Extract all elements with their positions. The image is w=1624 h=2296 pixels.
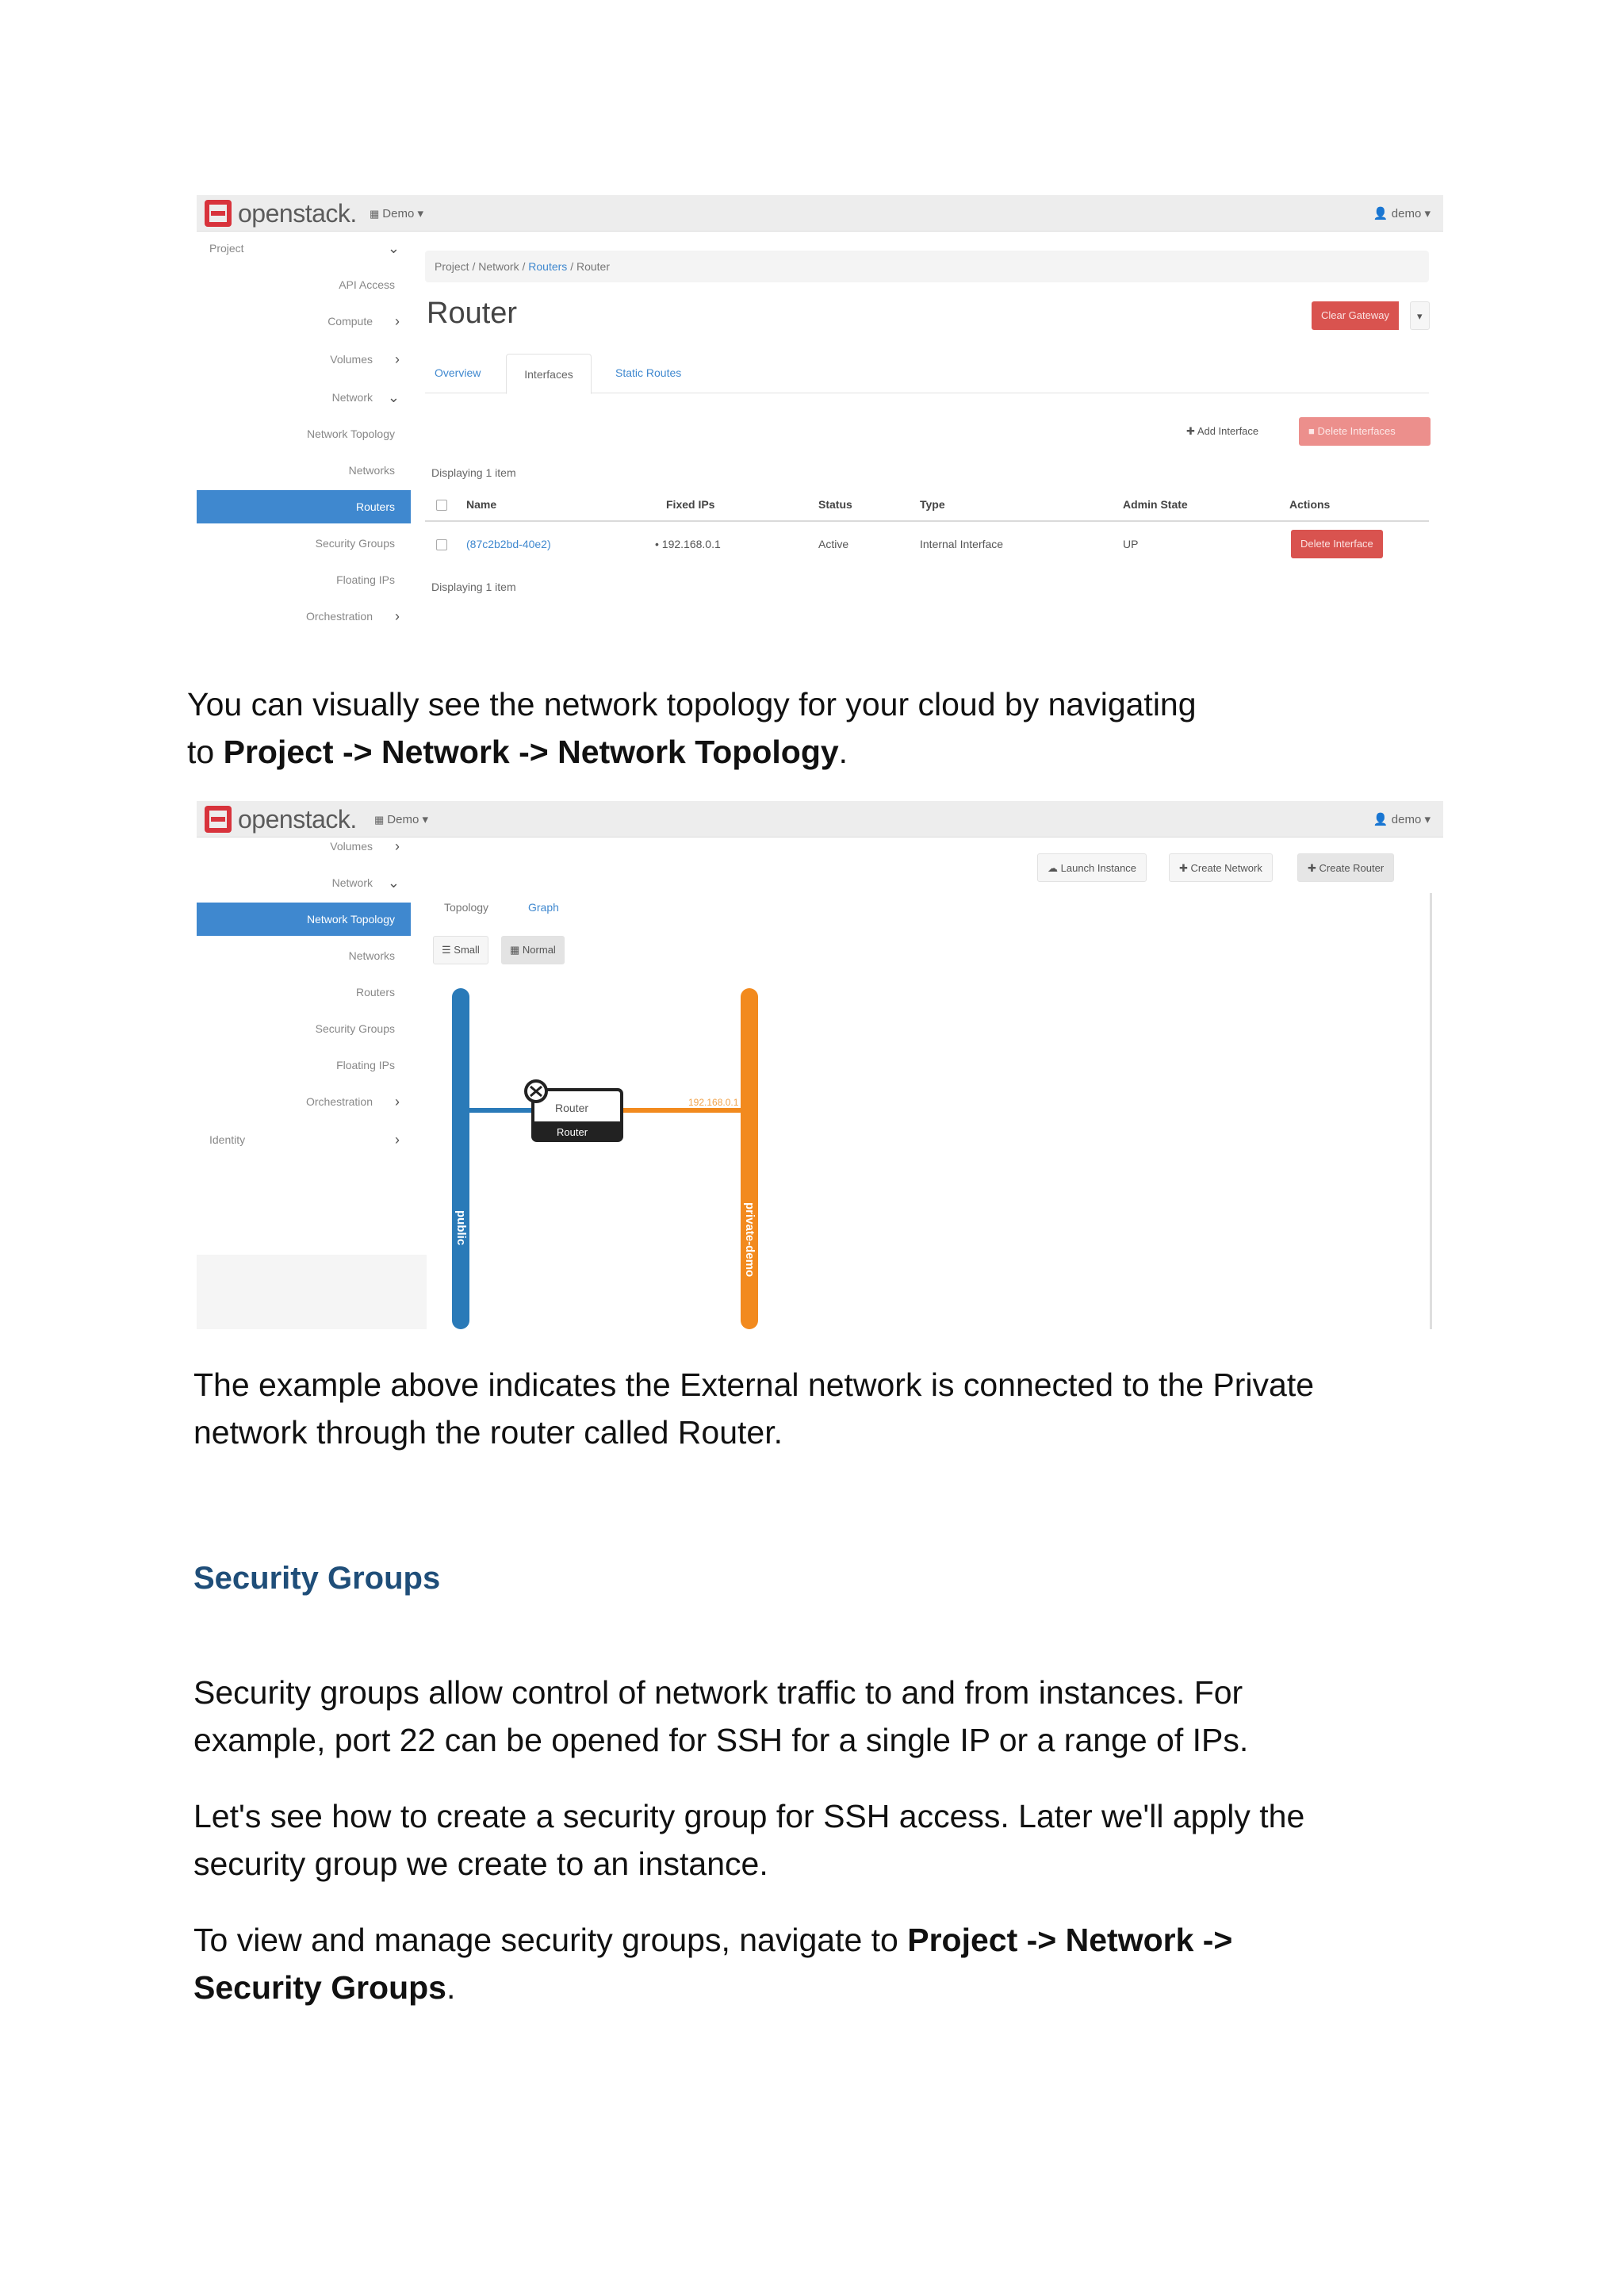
plus-icon: ✚ bbox=[1179, 862, 1188, 874]
caret-down-icon: ▾ bbox=[1417, 310, 1423, 322]
topology-intro-paragraph bbox=[187, 680, 1424, 776]
router-ip-label: 192.168.0.1 bbox=[688, 1097, 739, 1108]
launch-instance-button[interactable]: ☁ Launch Instance bbox=[1037, 853, 1147, 882]
sidebar-item-identity[interactable]: Identity › bbox=[197, 1123, 411, 1156]
private-network-label: private-demo bbox=[743, 1202, 756, 1278]
sidebar-item-network-topology[interactable]: Network Topology bbox=[306, 427, 395, 440]
page-title: Router bbox=[427, 297, 518, 330]
paragraph-line: You can visually see the network topology for your cloud by navigating bbox=[187, 686, 1197, 723]
sidebar-footer bbox=[197, 1255, 427, 1329]
chevron-right-icon: › bbox=[395, 313, 400, 329]
paragraph-line: example, port 22 can be opened for SSH for a single IP or a range of IPs. bbox=[193, 1722, 1249, 1758]
public-network-bar[interactable] bbox=[452, 988, 469, 1329]
sidebar-item-security-groups[interactable]: Security Groups bbox=[315, 537, 395, 550]
status-cell: Active bbox=[818, 538, 849, 550]
openstack-logo-icon bbox=[205, 200, 232, 227]
sidebar-item-compute[interactable]: Compute › bbox=[197, 305, 411, 338]
sidebar-item-orchestration[interactable]: Orchestration › bbox=[197, 1085, 411, 1118]
plus-icon: ✚ bbox=[1186, 425, 1195, 437]
tab-graph[interactable]: Graph bbox=[528, 901, 559, 914]
user-icon: 👤 bbox=[1373, 207, 1388, 220]
router-icon bbox=[526, 1081, 546, 1102]
sidebar-item-network-topology[interactable]: Network Topology bbox=[197, 903, 411, 936]
plus-icon: ✚ bbox=[1308, 862, 1316, 874]
sidebar-item-project[interactable]: Project ⌄ bbox=[197, 232, 411, 265]
tab-static-routes[interactable]: Static Routes bbox=[615, 366, 682, 379]
chevron-right-icon: › bbox=[395, 1094, 400, 1110]
router-tag-label: Router bbox=[557, 1126, 588, 1138]
breadcrumb-project[interactable]: Project bbox=[435, 260, 469, 273]
col-name[interactable]: Name bbox=[466, 498, 497, 511]
tab-overview[interactable]: Overview bbox=[435, 366, 481, 379]
network-topology-screenshot bbox=[197, 801, 1443, 1329]
tab-topology[interactable]: Topology bbox=[444, 901, 489, 914]
sidebar-item-floating-ips[interactable]: Floating IPs bbox=[336, 573, 395, 586]
table-row bbox=[425, 523, 1429, 566]
public-network-label: public bbox=[454, 1210, 468, 1246]
sidebar bbox=[197, 830, 411, 1329]
grid-icon: ▦ bbox=[370, 208, 380, 220]
sidebar-item-network[interactable]: Network ⌄ bbox=[197, 866, 411, 899]
paragraph-line: The example above indicates the External network is connected to the Private bbox=[193, 1366, 1315, 1403]
sidebar-item-volumes[interactable]: Volumes › bbox=[197, 343, 411, 376]
ssh-security-group-intro bbox=[193, 1792, 1431, 1888]
create-network-button[interactable]: ✚ Create Network bbox=[1169, 853, 1273, 882]
breadcrumb-routers[interactable]: Routers bbox=[528, 260, 568, 273]
sidebar bbox=[197, 232, 411, 654]
chevron-right-icon: › bbox=[395, 351, 400, 367]
col-actions[interactable]: Actions bbox=[1289, 498, 1331, 511]
interfaces-table bbox=[425, 490, 1429, 566]
trash-icon: ■ bbox=[1308, 425, 1315, 437]
paragraph-line: security group we create to an instance. bbox=[193, 1846, 768, 1882]
displaying-count-bottom: Displaying 1 item bbox=[431, 581, 516, 593]
private-network-bar[interactable] bbox=[741, 988, 758, 1329]
security-groups-heading: Security Groups bbox=[193, 1561, 441, 1596]
openstack-logo[interactable] bbox=[205, 200, 357, 227]
cloud-upload-icon: ☁ bbox=[1048, 862, 1058, 874]
openstack-logo-icon bbox=[205, 806, 232, 833]
displaying-count-top: Displaying 1 item bbox=[431, 466, 516, 479]
list-icon: ☰ bbox=[442, 944, 451, 956]
select-all-checkbox[interactable] bbox=[436, 500, 447, 511]
sidebar-item-volumes[interactable]: Volumes › bbox=[197, 830, 411, 863]
sidebar-item-orchestration[interactable]: Orchestration › bbox=[197, 600, 411, 633]
delete-interfaces-button[interactable]: ■ Delete Interfaces bbox=[1299, 417, 1431, 446]
breadcrumb-network[interactable]: Network bbox=[478, 260, 519, 273]
interface-name-link[interactable]: (87c2b2bd-40e2) bbox=[466, 538, 551, 550]
table-header bbox=[425, 490, 1429, 522]
topology-diagram bbox=[450, 988, 926, 1329]
sidebar-item-floating-ips[interactable]: Floating IPs bbox=[336, 1059, 395, 1071]
chevron-right-icon: › bbox=[395, 608, 400, 624]
col-admin-state[interactable]: Admin State bbox=[1123, 498, 1188, 511]
paragraph-line: Security groups allow control of network traffic to and from instances. For bbox=[193, 1674, 1243, 1711]
logo-text: openstack. bbox=[238, 804, 357, 834]
paragraph-line: Let's see how to create a security group for SSH access. Later we'll apply the bbox=[193, 1798, 1305, 1834]
user-icon: 👤 bbox=[1373, 813, 1388, 826]
fixed-ip-cell: • 192.168.0.1 bbox=[655, 538, 721, 550]
type-cell: Internal Interface bbox=[920, 538, 1004, 550]
project-selector[interactable]: ▦ Demo ▾ bbox=[374, 813, 429, 826]
grid-icon: ▦ bbox=[510, 944, 520, 956]
grid-icon: ▦ bbox=[374, 814, 385, 826]
chevron-right-icon: › bbox=[395, 838, 400, 854]
create-router-button[interactable]: ✚ Create Router bbox=[1297, 853, 1394, 882]
sidebar-item-api-access[interactable]: API Access bbox=[339, 278, 395, 291]
tabs bbox=[425, 354, 1429, 393]
sidebar-item-network[interactable]: Network ⌄ bbox=[197, 381, 411, 414]
paragraph-line: network through the router called Router. bbox=[193, 1414, 783, 1451]
security-groups-navigation bbox=[193, 1916, 1431, 2011]
col-fixed-ips[interactable]: Fixed IPs bbox=[666, 498, 715, 511]
add-interface-button[interactable]: ✚ Add Interface bbox=[1186, 425, 1259, 437]
chevron-down-icon: ⌄ bbox=[387, 240, 400, 256]
security-groups-description bbox=[193, 1669, 1431, 1764]
chevron-right-icon: › bbox=[395, 1132, 400, 1148]
col-type[interactable]: Type bbox=[920, 498, 945, 511]
clear-gateway-button[interactable]: Clear Gateway bbox=[1312, 301, 1399, 330]
normal-view-toggle[interactable]: ▦ Normal bbox=[501, 936, 565, 964]
sidebar-item-routers[interactable]: Routers bbox=[355, 986, 395, 999]
tab-interfaces[interactable]: Interfaces bbox=[506, 354, 592, 394]
project-selector[interactable]: ▦ Demo ▾ bbox=[370, 207, 424, 220]
router-screenshot bbox=[197, 195, 1443, 654]
admin-state-cell: UP bbox=[1123, 538, 1139, 550]
user-menu[interactable]: 👤 demo ▾ bbox=[1373, 207, 1431, 220]
sidebar-item-routers[interactable]: Routers bbox=[197, 490, 411, 523]
openstack-logo[interactable] bbox=[205, 806, 357, 833]
paragraph-line: to Project -> Network -> Network Topology. bbox=[187, 734, 848, 770]
user-menu[interactable]: 👤 demo ▾ bbox=[1373, 813, 1431, 826]
sidebar-item-networks[interactable]: Networks bbox=[348, 949, 395, 962]
topology-explanation-paragraph bbox=[193, 1361, 1431, 1456]
chevron-down-icon: ⌄ bbox=[387, 875, 400, 891]
paragraph-line: Security Groups. bbox=[193, 1969, 456, 2006]
sidebar-item-security-groups[interactable]: Security Groups bbox=[315, 1022, 395, 1035]
clear-gateway-dropdown[interactable] bbox=[1410, 301, 1430, 330]
row-checkbox[interactable] bbox=[436, 539, 447, 550]
logo-text: openstack. bbox=[238, 198, 357, 228]
breadcrumb: Project / Network / Routers / Router bbox=[425, 251, 1429, 282]
small-view-toggle[interactable]: ☰ Small bbox=[433, 936, 488, 964]
breadcrumb-router: Router bbox=[576, 260, 611, 273]
top-navbar bbox=[197, 195, 1443, 232]
chevron-down-icon: ⌄ bbox=[387, 389, 400, 405]
sidebar-item-networks[interactable]: Networks bbox=[348, 464, 395, 477]
delete-interface-button[interactable]: Delete Interface bbox=[1291, 530, 1383, 558]
router-name-label: Router bbox=[555, 1102, 589, 1114]
paragraph-line: To view and manage security groups, navigate to Project -> Network -> bbox=[193, 1922, 1233, 1958]
col-status[interactable]: Status bbox=[818, 498, 852, 511]
